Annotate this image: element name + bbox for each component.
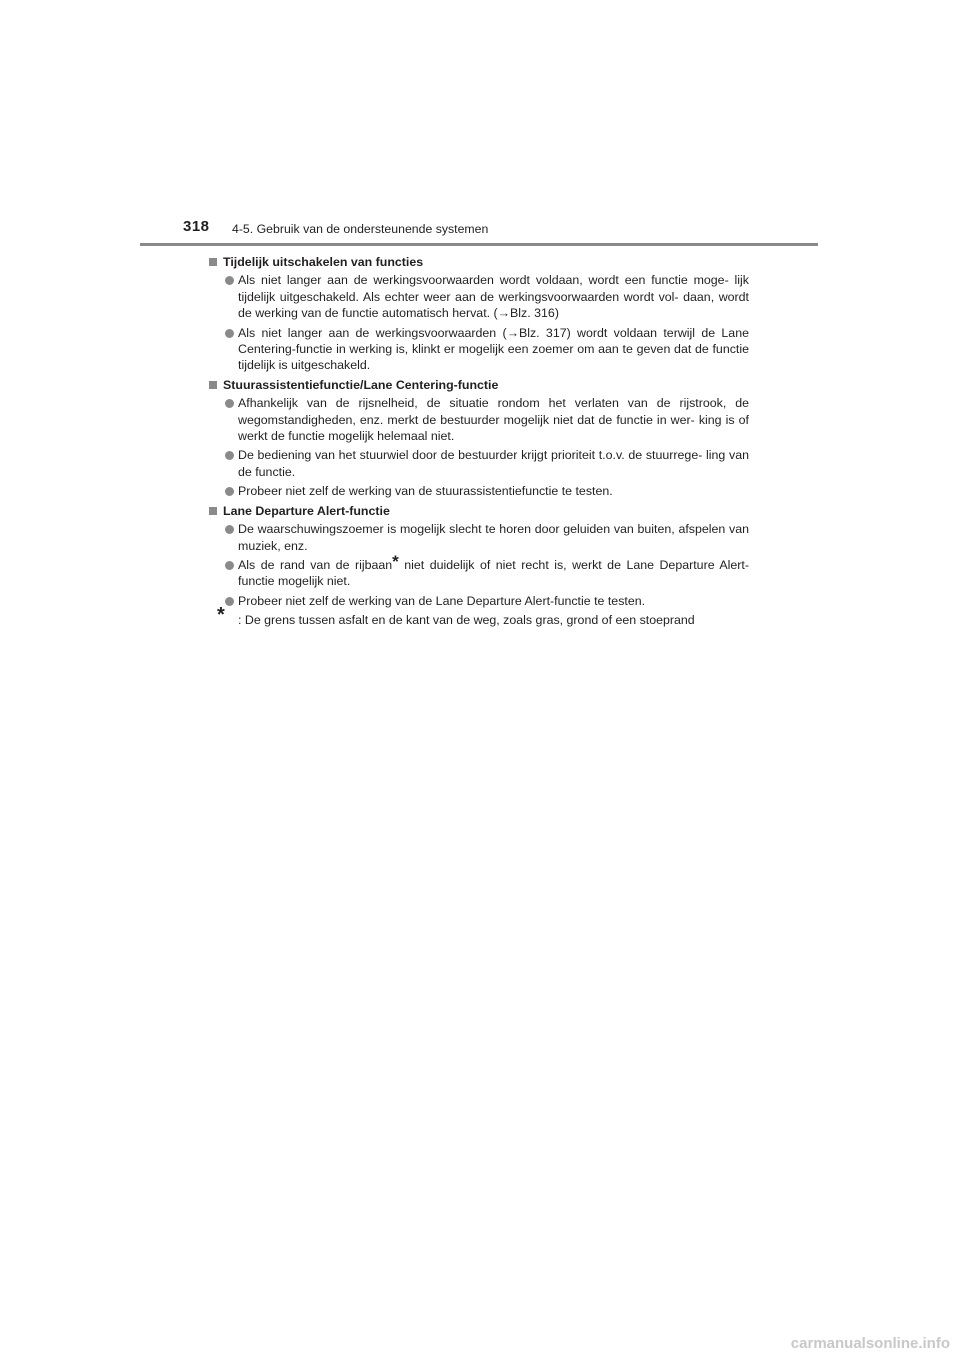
round-bullet-icon <box>225 276 234 285</box>
footnote-marker: * <box>392 551 399 571</box>
heading-text: Stuurassistentiefunctie/Lane Centering-functie <box>223 377 499 392</box>
section-lane-departure-alert <box>209 503 749 609</box>
item-text: De waarschuwingszoemer is mogelijk slecht te horen door geluiden van buiten, afspelen van muziek, enz. <box>238 522 749 553</box>
section-heading <box>209 254 749 270</box>
page-number: 318 <box>183 218 210 235</box>
list-item <box>209 551 749 590</box>
list-item <box>209 272 749 321</box>
header-rule <box>140 243 818 246</box>
item-text-after: niet duidelijk of niet recht is, werkt de Lane Departure Alert-functie mogelijk niet. <box>238 557 749 589</box>
footnote-star: * <box>217 604 225 627</box>
list-item <box>209 593 749 609</box>
item-text: Afhankelijk van de rijsnelheid, de situatie rondom het verlaten van de rijstrook, de wegomstandigheden, enz. merkt de bestuurder mogelijk niet dat de functie in wer- king is of werkt de functie mogelijk helemaal niet. <box>238 396 749 444</box>
square-bullet-icon <box>209 258 217 266</box>
round-bullet-icon <box>225 487 234 496</box>
list-item <box>209 447 749 480</box>
square-bullet-icon <box>209 507 217 515</box>
list-item <box>209 325 749 374</box>
section-temporary-deactivation <box>209 254 749 374</box>
square-bullet-icon <box>209 381 217 389</box>
section-heading <box>209 503 749 519</box>
item-text-before: Als de rand van de rijbaan <box>238 557 393 572</box>
list-item <box>209 395 749 444</box>
page-content <box>209 254 749 629</box>
watermark: carmanualsonline.info <box>790 1335 950 1352</box>
item-text: Als niet langer aan de werkingsvoorwaarden wordt voldaan, wordt een functie moge- lijk tijdelijk uitgeschakeld. Als echter weer aan de werkingsvoorwaarden wordt vol- daan, wordt de werking van de functie automatisch hervat. (→Blz. 316) <box>238 273 749 321</box>
round-bullet-icon <box>225 399 234 408</box>
round-bullet-icon <box>225 597 234 606</box>
list-item <box>209 483 749 499</box>
heading-text: Tijdelijk uitschakelen van functies <box>223 255 424 269</box>
item-text: Probeer niet zelf de werking van de Lane Departure Alert-functie te testen. <box>238 593 646 608</box>
item-text: De bediening van het stuurwiel door de bestuurder krijgt prioriteit t.o.v. de stuurrege- ling van de functie. <box>238 448 749 479</box>
round-bullet-icon <box>225 451 234 460</box>
item-text: Probeer niet zelf de werking van de stuurassistentiefunctie te testen. <box>238 484 613 499</box>
footnote <box>209 604 749 628</box>
list-item <box>209 521 749 554</box>
round-bullet-icon <box>225 561 234 570</box>
round-bullet-icon <box>225 525 234 534</box>
round-bullet-icon <box>225 329 234 338</box>
section-steering-assist <box>209 377 749 500</box>
section-heading <box>209 377 749 393</box>
item-text: Als niet langer aan de werkingsvoorwaarden (→Blz. 317) wordt voldaan terwijl de Lane Centering-functie in werking is, klinkt er mogelijk een zoemer om aan te geven dat de functie tijdelijk is uitgeschakeld. <box>238 325 749 373</box>
heading-text: Lane Departure Alert-functie <box>223 503 390 518</box>
footnote-text: : De grens tussen asfalt en de kant van de weg, zoals gras, grond of een stoeprand <box>238 613 695 628</box>
section-title: 4-5. Gebruik van de ondersteunende systemen <box>232 222 489 236</box>
